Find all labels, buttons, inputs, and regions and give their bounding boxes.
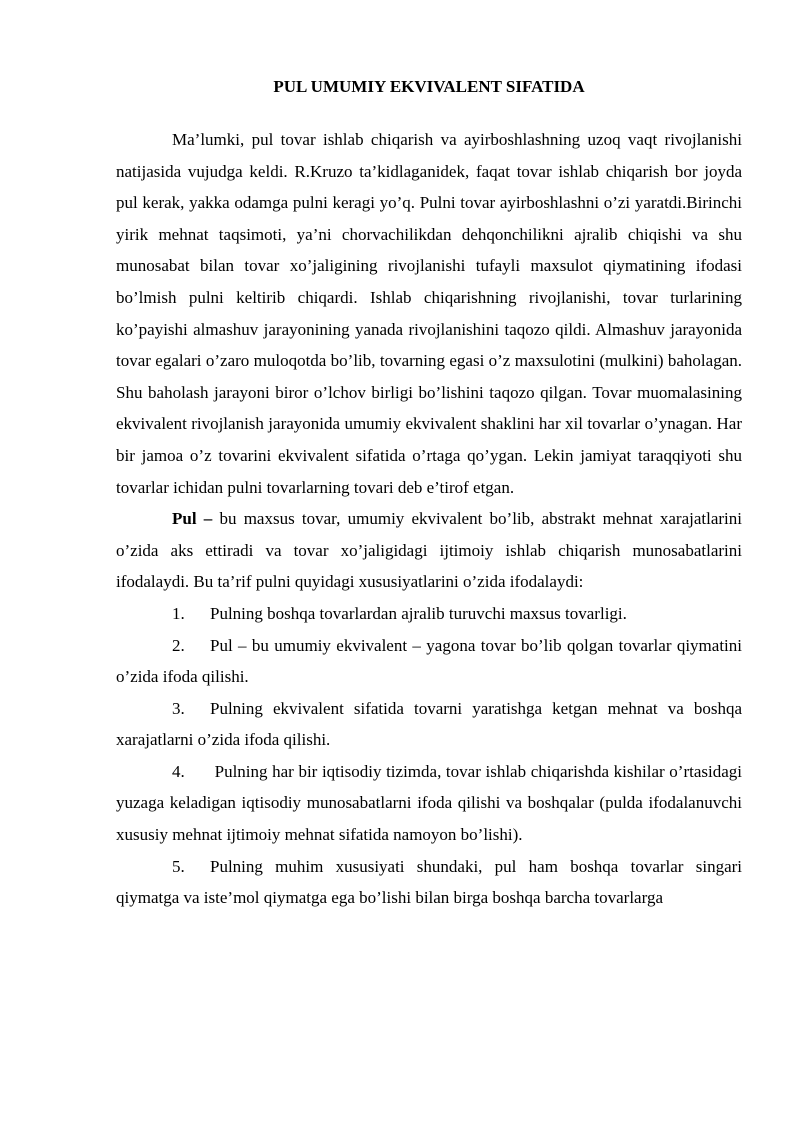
- list-item-number: 4.: [172, 761, 185, 781]
- list-item-number: 1.: [172, 603, 185, 623]
- list-item-text: Pulning muhim xususiyati shundaki, pul ham boshqa tovarlar singari qiymatga va iste’mol qiymatga ega bo’lishi bilan birga boshqa barcha tovarlarga: [116, 856, 742, 908]
- list-item-number: 2.: [172, 635, 185, 655]
- list-item: [116, 756, 742, 851]
- document-title: PUL UMUMIY EKVIVALENT SIFATIDA: [273, 77, 585, 96]
- definition-term: Pul –: [172, 509, 213, 529]
- list-item: [116, 851, 742, 914]
- list-item-number: 3.: [172, 698, 185, 718]
- list-item-text: Pulning boshqa tovarlardan ajralib turuvchi maxsus tovarligi.: [210, 603, 627, 623]
- list-item: [116, 630, 742, 693]
- list-item: [116, 693, 742, 756]
- list-item-text: Pulning har bir iqtisodiy tizimda, tovar ishlab chiqarishda kishilar o’rtasidagi yuzaga keladigan iqtisodiy munosabatlarni ifoda qilishi va boshqalar (pulda ifodalanuvchi xususiy mehnat ijtimoiy mehnat sifatida namoyon bo’lishi).: [116, 761, 742, 845]
- list-item-text: Pulning ekvivalent sifatida tovarni yaratishga ketgan mehnat va boshqa xarajatlarni o’zida ifoda qilishi.: [116, 698, 742, 750]
- list-item-number: 5.: [172, 856, 185, 876]
- definition-paragraph: [116, 503, 742, 598]
- list-item: [116, 598, 742, 630]
- intro-paragraph: Ma’lumki, pul tovar ishlab chiqarish va ayirboshlashning uzoq vaqt rivojlanishi natijasida vujudga keldi. R.Kruzo ta’kidlaganidek, faqat tovar ishlab chiqarish bor joyda pul kerak, yakka odamga pulni keragi yo’q. Pulni tovar ayirboshlashni o’zi yaratdi.Birinchi yirik mehnat taqsimoti, ya’ni chorvachilikdan dehqonchilikni ajralib chiqishi va shu munosabat bilan tovar xo’jaligining rivojlanishi tufayli maxsulot qiymatining ifodasi bo’lmish pulni keltirib chiqardi. Ishlab chiqarishning rivojlanishi, tovar turlarining ko’payishi almashuv jarayonining yanada rivojlanishini taqozo qildi. Almashuv jarayonida tovar egalari o’zaro muloqotda bo’lib, tovarning egasi o’z maxsulotini (mulkini) baholagan. Shu baholash jarayoni biror o’lchov birligi bo’lishini taqozo qilgan. Tovar muomalasining ekvivalent rivojlanish jarayonida umumiy ekvivalent shaklini har xil tovarlar o’ynagan. Har bir jamoa o’z tovarini ekvivalent sifatida o’rtaga qo’ygan. Lekin jamiyat taraqqiyoti shu tovarlar ichidan pulni tovarlarning tovari deb e’tirof etgan.: [116, 130, 742, 497]
- list-item-text: Pul – bu umumiy ekvivalent – yagona tovar bo’lib qolgan tovarlar qiymatini o’zida ifoda qilishi.: [116, 635, 742, 687]
- document-page: [116, 76, 742, 914]
- definition-text: bu maxsus tovar, umumiy ekvivalent bo’lib, abstrakt mehnat xarajatlarini o’zida aks ettiradi va tovar xo’jaligidagi ijtimoiy ishlab chiqarish munosabatlarini ifodalaydi. Bu ta’rif pulni quyidagi xususiyatlarini o’zida ifodalaydi:: [116, 509, 742, 592]
